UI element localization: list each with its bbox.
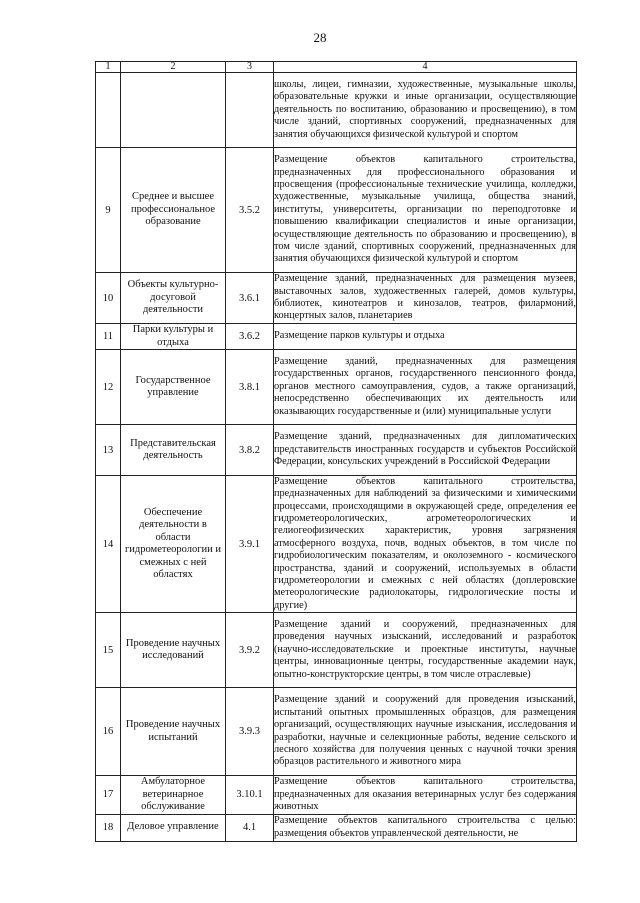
row-description: Размещение зданий, предназначенных для размещения музеев, выставочных залов, художественных галерей, домов культуры, библиотек, кинотеатров и кинозалов, театров, филармоний, концертных залов, планетариев: [274, 273, 577, 324]
row-description: Размещение объектов капитального строительства, предназначенных для профессионального образования и просвещения (профессиональные технические училища, колледжи, художественные, музыкальные училища, общества знаний, институты, университеты, организации по переподготовке и повышению квалификации специалистов и иные организации, осуществляющие деятельность по образованию и просвещению), в том числе зданий, спортивных сооружений, предназначенных для занятия обучающихся физической культурой и спортом: [274, 148, 577, 273]
table-row: [96, 148, 577, 273]
row-description: Размещение зданий, предназначенных для размещения государственных органов, государственного пенсионного фонда, органов местного самоуправления, судов, а также организаций, непосредственно обеспечивающих их деятельность или оказывающих государственные и (или) муниципальные услуги: [274, 350, 577, 425]
table-row: [96, 688, 577, 776]
table-row: [96, 814, 577, 841]
row-code: 3.5.2: [226, 148, 274, 273]
row-code: 3.9.1: [226, 476, 274, 613]
table-row: [96, 73, 577, 148]
row-description: Размещение объектов капитального строительства, предназначенных для наблюдений за физическими и химическими процессами, происходящими в окружающей среде, определения ее гидрометеорологических, агрометеорологических и гелиогеофизических характеристик, уровня загрязнения атмосферного воздуха, почв, водных объектов, в том числе по гидробиологическим показателям, и околоземного - космического пространства, зданий и сооружений, используемых в области гидрометеорологии и смежных с ней областях (доплеровские метеорологические радиолокаторы, гидрологические посты и другие): [274, 476, 576, 611]
row-description: школы, лицеи, гимназии, художественные, музыкальные школы, образовательные кружки и иные организации, осуществляющие деятельность по воспитанию, образованию и просвещению), в том числе зданий, спортивных сооружений, предназначенных для занятия обучающихся физической культурой и спортом: [274, 73, 577, 148]
header-cell: 4: [274, 62, 577, 73]
table-row: [96, 350, 577, 425]
row-number: [96, 73, 121, 148]
row-name: Объекты культурно-досуговой деятельности: [121, 273, 226, 324]
row-description: Размещение зданий и сооружений для проведения изысканий, испытаний опытных промышленных образцов, для размещения организаций, осуществляющих научные изыскания, исследования и разработки, научные и селекционные работы, ведение сельского и лесного хозяйства для получения ценных с научной точки зрения образцов растительного и животного мира: [274, 688, 577, 776]
land-use-table: [95, 61, 577, 842]
header-cell: 2: [121, 62, 226, 73]
row-code: 3.8.2: [226, 425, 274, 476]
row-number: 13: [96, 425, 121, 476]
row-number: 17: [96, 776, 121, 815]
table-row: [96, 476, 577, 613]
row-code: 4.1: [226, 814, 274, 841]
row-name: Среднее и высшее профессиональное образование: [121, 148, 226, 273]
row-description: Размещение парков культуры и отдыха: [274, 324, 577, 350]
row-name: Проведение научных испытаний: [121, 688, 226, 776]
row-number: 12: [96, 350, 121, 425]
table-row: [96, 613, 577, 688]
row-number: 16: [96, 688, 121, 776]
header-cell: 3: [226, 62, 274, 73]
row-description: Размещение зданий, предназначенных для дипломатических представительств иностранных государств и субъектов Российской Федерации, консульских учреждений в Российской Федерации: [274, 425, 577, 476]
row-name: Деловое управление: [121, 814, 226, 841]
row-description: Размещение объектов капитального строительства, предназначенных для оказания ветеринарных услуг без содержания животных: [274, 776, 577, 815]
row-name: Парки культуры и отдыха: [121, 324, 226, 350]
row-number: 9: [96, 148, 121, 273]
row-description: Размещение зданий и сооружений, предназначенных для проведения научных изысканий, исследований и разработок (научно-исследовательские и проектные институты, научные центры, инновационные центры, государственные академии наук, опытно-конструкторские центры, в том числе отраслевые): [274, 613, 577, 688]
row-code: 3.9.2: [226, 613, 274, 688]
row-name: Представительская деятельность: [121, 425, 226, 476]
row-code: 3.9.3: [226, 688, 274, 776]
table-row: [96, 273, 577, 324]
row-number: 14: [96, 476, 121, 613]
row-name: [121, 73, 226, 148]
row-name: Государственное управление: [121, 350, 226, 425]
row-number: 11: [96, 324, 121, 350]
row-description: Размещение объектов капитального строительства с целью: размещения объектов управленческой деятельности, не: [274, 814, 577, 841]
row-name: Обеспечение деятельности в области гидрометеорологии и смежных с ней областях: [121, 476, 226, 613]
header-cell: 1: [96, 62, 121, 73]
row-name: Проведение научных исследований: [121, 613, 226, 688]
row-name: Амбулаторное ветеринарное обслуживание: [121, 776, 226, 815]
row-code: [226, 73, 274, 148]
row-code: 3.8.1: [226, 350, 274, 425]
table-row: [96, 324, 577, 350]
table-row: [96, 776, 577, 815]
row-code: 3.6.1: [226, 273, 274, 324]
table-row: [96, 425, 577, 476]
page-number: 28: [313, 30, 327, 45]
table-header-row: [96, 62, 577, 73]
row-code: 3.6.2: [226, 324, 274, 350]
row-number: 10: [96, 273, 121, 324]
row-number: 18: [96, 814, 121, 841]
row-code: 3.10.1: [226, 776, 274, 815]
row-number: 15: [96, 613, 121, 688]
